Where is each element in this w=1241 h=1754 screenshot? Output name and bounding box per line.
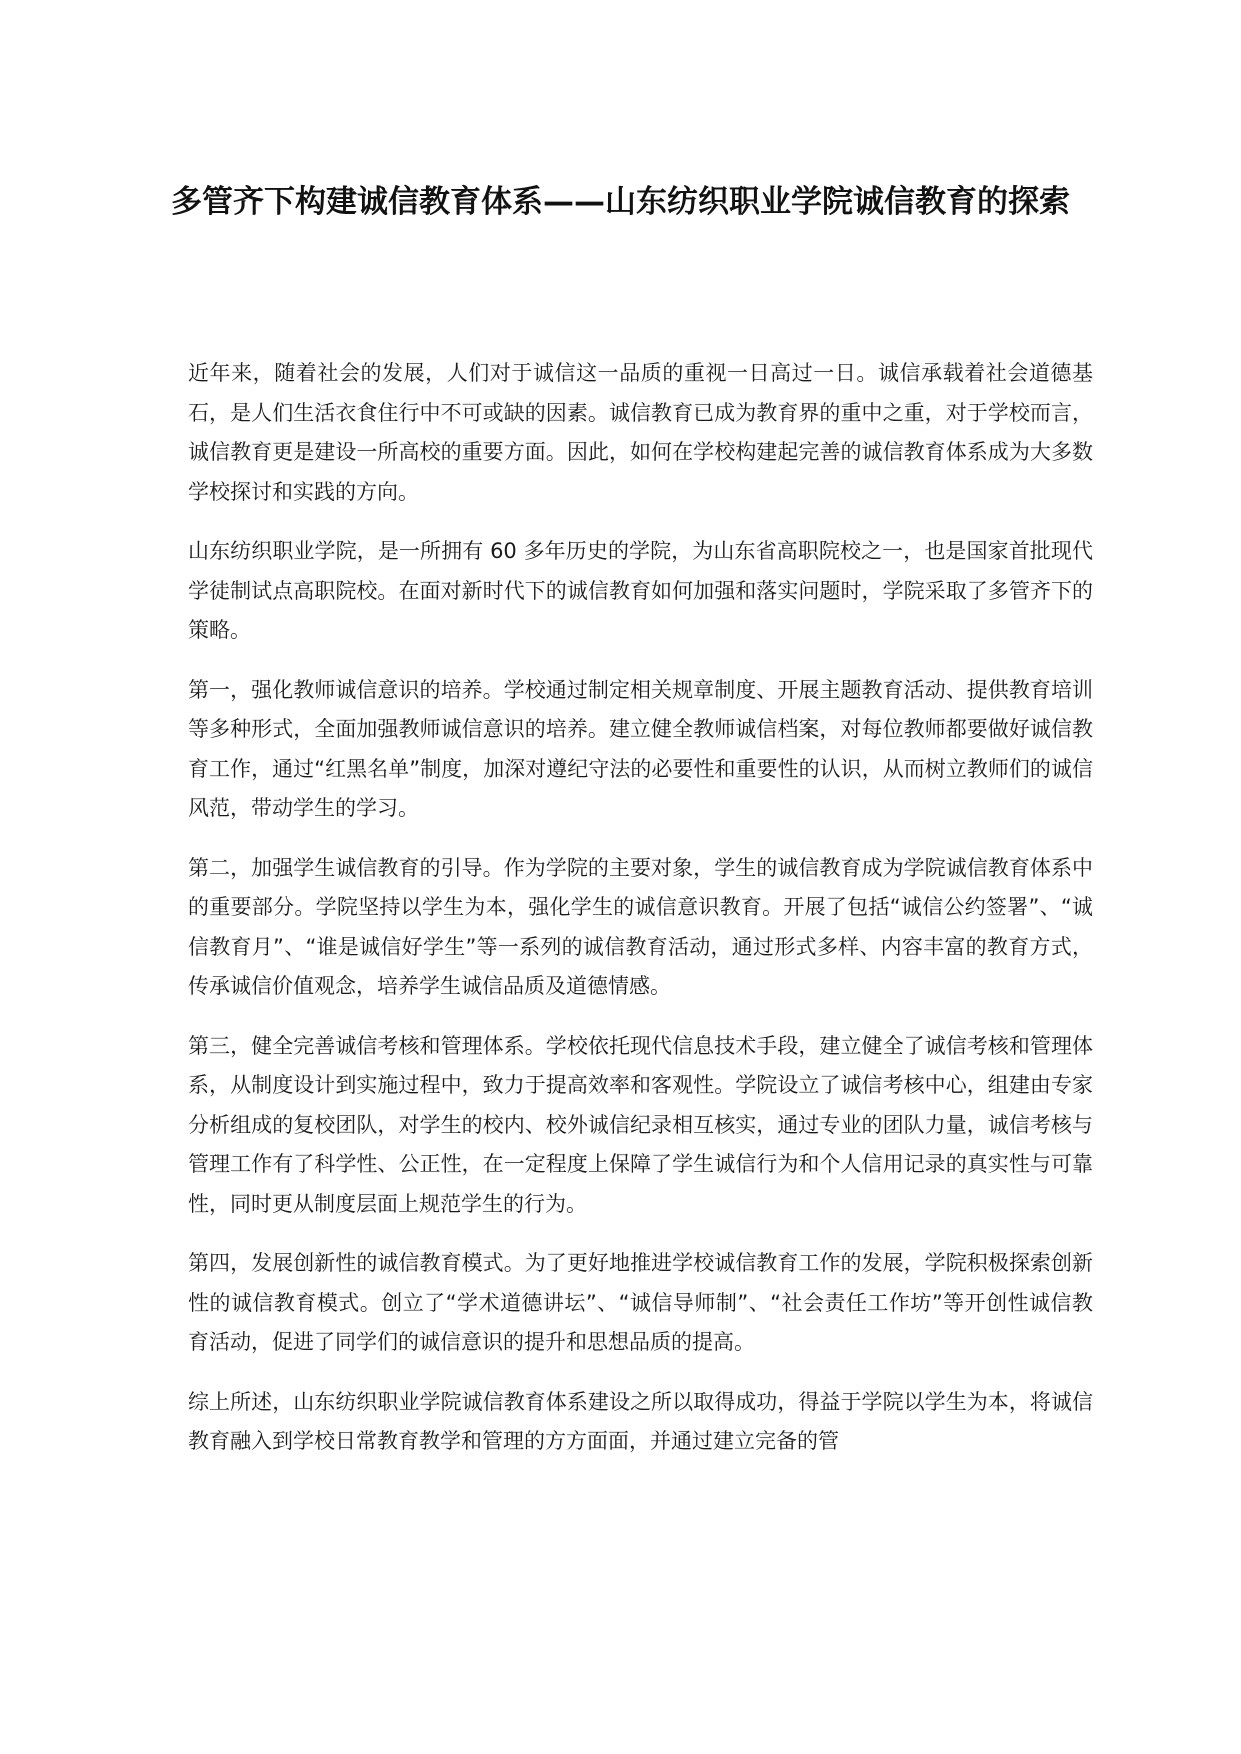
document-title: 多管齐下构建诚信教育体系——山东纺织职业学院诚信教育的探索: [171, 184, 1070, 220]
paragraph-school-overview: 山东纺织职业学院，是一所拥有 60 多年历史的学院，为山东省高职院校之一，也是国家首批现代学徒制试点高职院校。在面对新时代下的诚信教育如何加强和落实问题时，学院采取了多管齐下的策略。: [188, 539, 1093, 642]
paragraph-first-point: 第一，强化教师诚信意识的培养。学校通过制定相关规章制度、开展主题教育活动、提供教育培训等多种形式，全面加强教师诚信意识的培养。建立健全教师诚信档案，对每位教师都要做好诚信教育工作，通过“红黑名单”制度，加深对遵纪守法的必要性和重要性的认识，从而树立教师们的诚信风范，带动学生的学习。: [188, 677, 1093, 820]
document-body: [188, 354, 1093, 1482]
paragraph-intro: 近年来，随着社会的发展，人们对于诚信这一品质的重视一日高过一日。诚信承载着社会道德基石，是人们生活衣食住行中不可或缺的因素。诚信教育已成为教育界的重中之重，对于学校而言，诚信教育更是建设一所高校的重要方面。因此，如何在学校构建起完善的诚信教育体系成为大多数学校探讨和实践的方向。: [188, 361, 1093, 504]
paragraph-third-point: 第三，健全完善诚信考核和管理体系。学校依托现代信息技术手段，建立健全了诚信考核和管理体系，从制度设计到实施过程中，致力于提高效率和客观性。学院设立了诚信考核中心，组建由专家分析组成的复校团队，对学生的校内、校外诚信纪录相互核实，通过专业的团队力量，诚信考核与管理工作有了科学性、公正性，在一定程度上保障了学生诚信行为和个人信用记录的真实性与可靠性，同时更从制度层面上规范学生的行为。: [188, 1033, 1093, 1216]
paragraph-fourth-point: 第四，发展创新性的诚信教育模式。为了更好地推进学校诚信教育工作的发展，学院积极探索创新性的诚信教育模式。创立了“学术道德讲坛”、“诚信导师制”、“社会责任工作坊”等开创性诚信教育活动，促进了同学们的诚信意识的提升和思想品质的提高。: [188, 1251, 1093, 1354]
paragraph-conclusion: 综上所述，山东纺织职业学院诚信教育体系建设之所以取得成功，得益于学院以学生为本，将诚信教育融入到学校日常教育教学和管理的方方面面，并通过建立完备的管: [188, 1389, 1093, 1453]
paragraph-second-point: 第二，加强学生诚信教育的引导。作为学院的主要对象，学生的诚信教育成为学院诚信教育体系中的重要部分。学院坚持以学生为本，强化学生的诚信意识教育。开展了包括“诚信公约签署”、“诚信教育月”、“谁是诚信好学生”等一系列的诚信教育活动，通过形式多样、内容丰富的教育方式，传承诚信价值观念，培养学生诚信品质及道德情感。: [188, 855, 1093, 998]
